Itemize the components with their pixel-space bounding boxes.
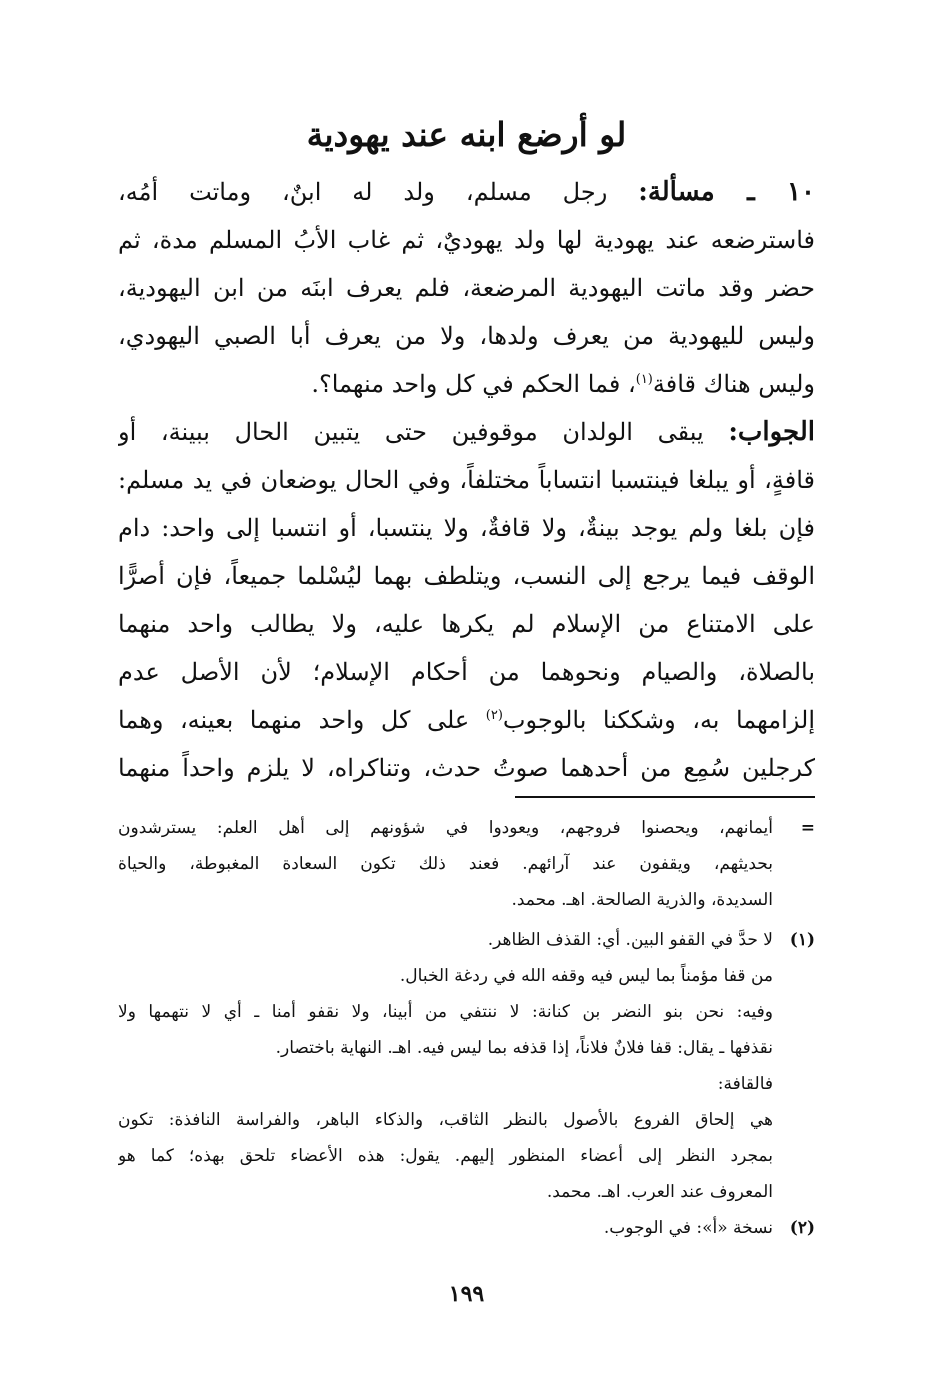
answer-line bbox=[118, 696, 815, 744]
footnote-line: من قفا مؤمناً بما ليس فيه وقفه الله في ردغة الخبال. bbox=[399, 966, 773, 986]
footnotes bbox=[118, 810, 815, 1246]
question-line: وليس لليهودية من يعرف ولدها، ولا من يعرف أبا الصبي اليهودي، bbox=[118, 322, 815, 350]
footnote-line: أيمانهم، ويحصنوا فروجهم، ويعودوا في شؤونهم إلى أهل العلم: يسترشدون bbox=[118, 818, 773, 838]
footnote-line: بحديثهم، ويقفون عند آرائهم. فعند ذلك تكون السعادة المغبوطة، والحياة bbox=[118, 854, 773, 874]
footnote-1-marker: (١) bbox=[789, 930, 815, 950]
question-line bbox=[118, 168, 815, 216]
footnote-line: هي إلحاق الفروع بالأصول بالنظر الثاقب، والذكاء الباهر، والفراسة النافذة: تكون bbox=[118, 1110, 773, 1130]
question-paragraph bbox=[118, 168, 815, 408]
footnote-line: وفيه: نحن بنو النضر بن كنانة: لا ننتفي من أبينا، ولا نقفو أمنا ـ أي لا نتهمها ولا bbox=[118, 1002, 773, 1022]
answer-text: على كل واحد منهما بعينه، وهما bbox=[118, 706, 486, 734]
footnote-separator bbox=[515, 796, 815, 798]
answer-line: على الامتناع من الإسلام لم يكرها عليه، ولا يطالب واحد منهما bbox=[118, 610, 815, 638]
footnote-line: المعروف عند العرب. اهـ. محمد. bbox=[546, 1182, 773, 1202]
question-line: حضر وقد ماتت اليهودية المرضعة، فلم يعرف ابنَه من ابن اليهودية، bbox=[118, 274, 815, 302]
question-line bbox=[118, 360, 815, 408]
answer-line: كرجلين سُمِع من أحدهما صوتُ حدث، وتناكراه، لا يلزم واحداً منهما bbox=[118, 754, 815, 782]
question-text: ، فما الحكم في كل واحد منهما؟. bbox=[311, 370, 636, 398]
continuation-marker: = bbox=[800, 818, 815, 838]
answer-paragraph bbox=[118, 408, 815, 792]
answer-text: يبقى الولدان موقوفين حتى يتبين الحال ببينة، أو bbox=[118, 418, 704, 446]
footnote-2 bbox=[118, 1210, 815, 1246]
question-text: وليس هناك قافة bbox=[652, 370, 815, 398]
section-title: لو أرضع ابنه عند يهودية bbox=[306, 115, 627, 154]
page-number: ١٩٩ bbox=[448, 1281, 485, 1307]
footnote-line: السديدة، والذرية الصالحة. اهـ. محمد. bbox=[511, 890, 773, 910]
question-text: رجل مسلم، ولد له ابنٌ، وماتت أمُه، bbox=[118, 178, 608, 206]
answer-line bbox=[118, 408, 815, 456]
footnote-line: لا حدَّ في القفو البين. أي: القذف الظاهر. bbox=[487, 930, 773, 950]
answer-line: بالصلاة، والصيام ونحوهما من أحكام الإسلام؛ لأن الأصل عدم bbox=[118, 658, 815, 686]
footnote-2-marker: (٢) bbox=[789, 1218, 815, 1238]
answer-lead: الجواب: bbox=[728, 417, 815, 447]
footnote-1 bbox=[118, 922, 815, 1210]
question-lead: ١٠ ـ مسألة: bbox=[638, 177, 815, 207]
footnote-continuation bbox=[118, 810, 815, 918]
answer-line: فإن بلغا ولم يوجد بينةٌ، ولا قافةٌ، ولا ينتسبا، أو انتسبا إلى واحد: دام bbox=[118, 514, 815, 542]
footnote-line: نقذفها ـ يقال: قفا فلانٌ فلاناً، إذا قذفه بما ليس فيه. اهـ. النهاية باختصار. bbox=[275, 1038, 773, 1058]
footnote-line: بمجرد النظر إلى أعضاء المنظور إليهم. يقول: هذه الأعضاء تلحق بهذه؛ كما هو bbox=[118, 1146, 773, 1166]
answer-text: إلزامهما به، وشككنا بالوجوب bbox=[502, 706, 815, 734]
footnote-ref-1: (١) bbox=[635, 372, 653, 387]
answer-line: قافةٍ، أو يبلغا فينتسبا انتساباً مختلفاً، وفي الحال يوضعان في يد مسلم: bbox=[118, 466, 815, 494]
footnote-line: نسخة «أ»: في الوجوب. bbox=[603, 1218, 773, 1238]
footnote-line: فالقافة: bbox=[717, 1074, 773, 1094]
footnote-ref-2: (٢) bbox=[485, 708, 503, 723]
question-line: فاسترضعه عند يهودية لها ولد يهوديٌ، ثم غاب الأبُ المسلم مدة، ثم bbox=[118, 226, 815, 254]
answer-line: الوقف فيما يرجع إلى النسب، ويتلطف بهما ليُسْلما جميعاً، فإن أصرًّا bbox=[118, 562, 815, 590]
